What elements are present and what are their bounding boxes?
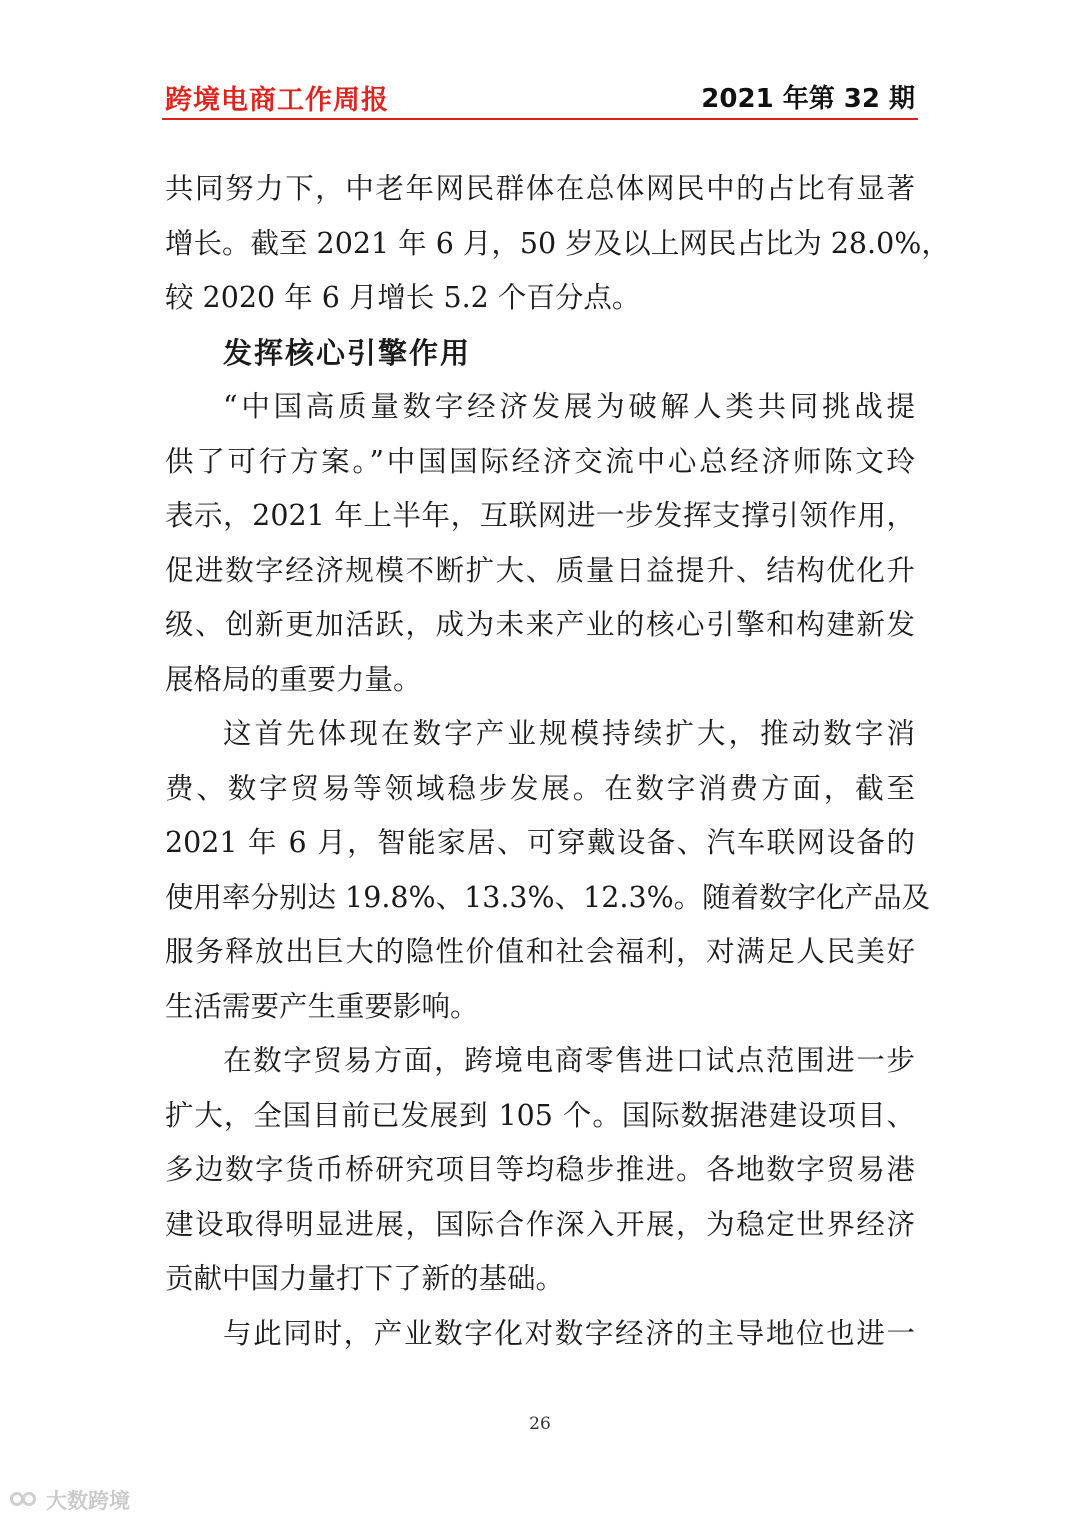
watermark-text: 大数跨境	[46, 1489, 130, 1513]
text-line: 较 2020 年 6 月增长 5.2 个百分点。	[165, 281, 641, 314]
text-line: 扩大，全国目前已发展到 105 个。国际数据港建设项目、	[165, 1098, 915, 1132]
text-line: 多边数字货币桥研究项目等均稳步推进。各地数字贸易港	[165, 1153, 915, 1186]
text-line: 服务释放出巨大的隐性价值和社会福利，对满足人民美好	[165, 935, 915, 968]
text-line: 增长。截至 2021 年 6 月，50 岁及以上网民占比为 28.0%，	[165, 226, 950, 260]
article-body	[165, 162, 950, 1361]
paragraph	[165, 1034, 915, 1307]
text-line: 使用率分别达 19.8%、13.3%、12.3%。随着数字化产品及	[165, 880, 931, 914]
text-line: 展格局的重要力量。	[165, 662, 422, 696]
text-line: 在数字贸易方面，跨境电商零售进口试点范围进一步	[223, 1044, 915, 1077]
double-circle-logo-icon	[10, 1489, 40, 1511]
text-line: 2021 年 6 月，智能家居、可穿戴设备、汽车联网设备的	[165, 826, 915, 859]
paragraph	[165, 707, 931, 1034]
text-line: 级、创新更加活跃，成为未来产业的核心引擎和构建新发	[165, 608, 915, 641]
text-line: 费、数字贸易等领域稳步发展。在数字消费方面，截至	[165, 771, 915, 805]
text-line: 贡献中国力量打下了新的基础。	[165, 1262, 565, 1295]
text-line: 共同努力下，中老年网民群体在总体网民中的占比有显著	[165, 172, 915, 205]
text-line: 生活需要产生重要影响。	[165, 989, 479, 1023]
paragraph	[165, 380, 915, 707]
watermark	[10, 1486, 130, 1514]
page-number: 26	[529, 1414, 551, 1434]
paragraph	[165, 1307, 915, 1362]
header-divider	[162, 118, 918, 120]
text-line: 表示，2021 年上半年，互联网进一步发挥支撑引领作用，	[165, 499, 915, 532]
text-line: 供了可行方案。”中国国际经济交流中心总经济师陈文玲	[165, 444, 915, 478]
section-heading: 发挥核心引擎作用	[223, 335, 472, 370]
text-line: 建设取得明显进展，国际合作深入开展，为稳定世界经济	[165, 1207, 915, 1241]
publication-title: 跨境电商工作周报	[165, 85, 389, 116]
page-header	[165, 70, 915, 120]
text-line: 与此同时，产业数字化对数字经济的主导地位也进一	[223, 1316, 915, 1350]
text-line: 这首先体现在数字产业规模持续扩大，推动数字消	[223, 717, 915, 750]
paragraph	[165, 162, 950, 326]
issue-number: 2021 年第 32 期	[701, 84, 915, 114]
text-line: 促进数字经济规模不断扩大、质量日益提升、结构优化升	[165, 553, 915, 587]
text-line: “中国高质量数字经济发展为破解人类共同挑战提	[223, 390, 915, 423]
